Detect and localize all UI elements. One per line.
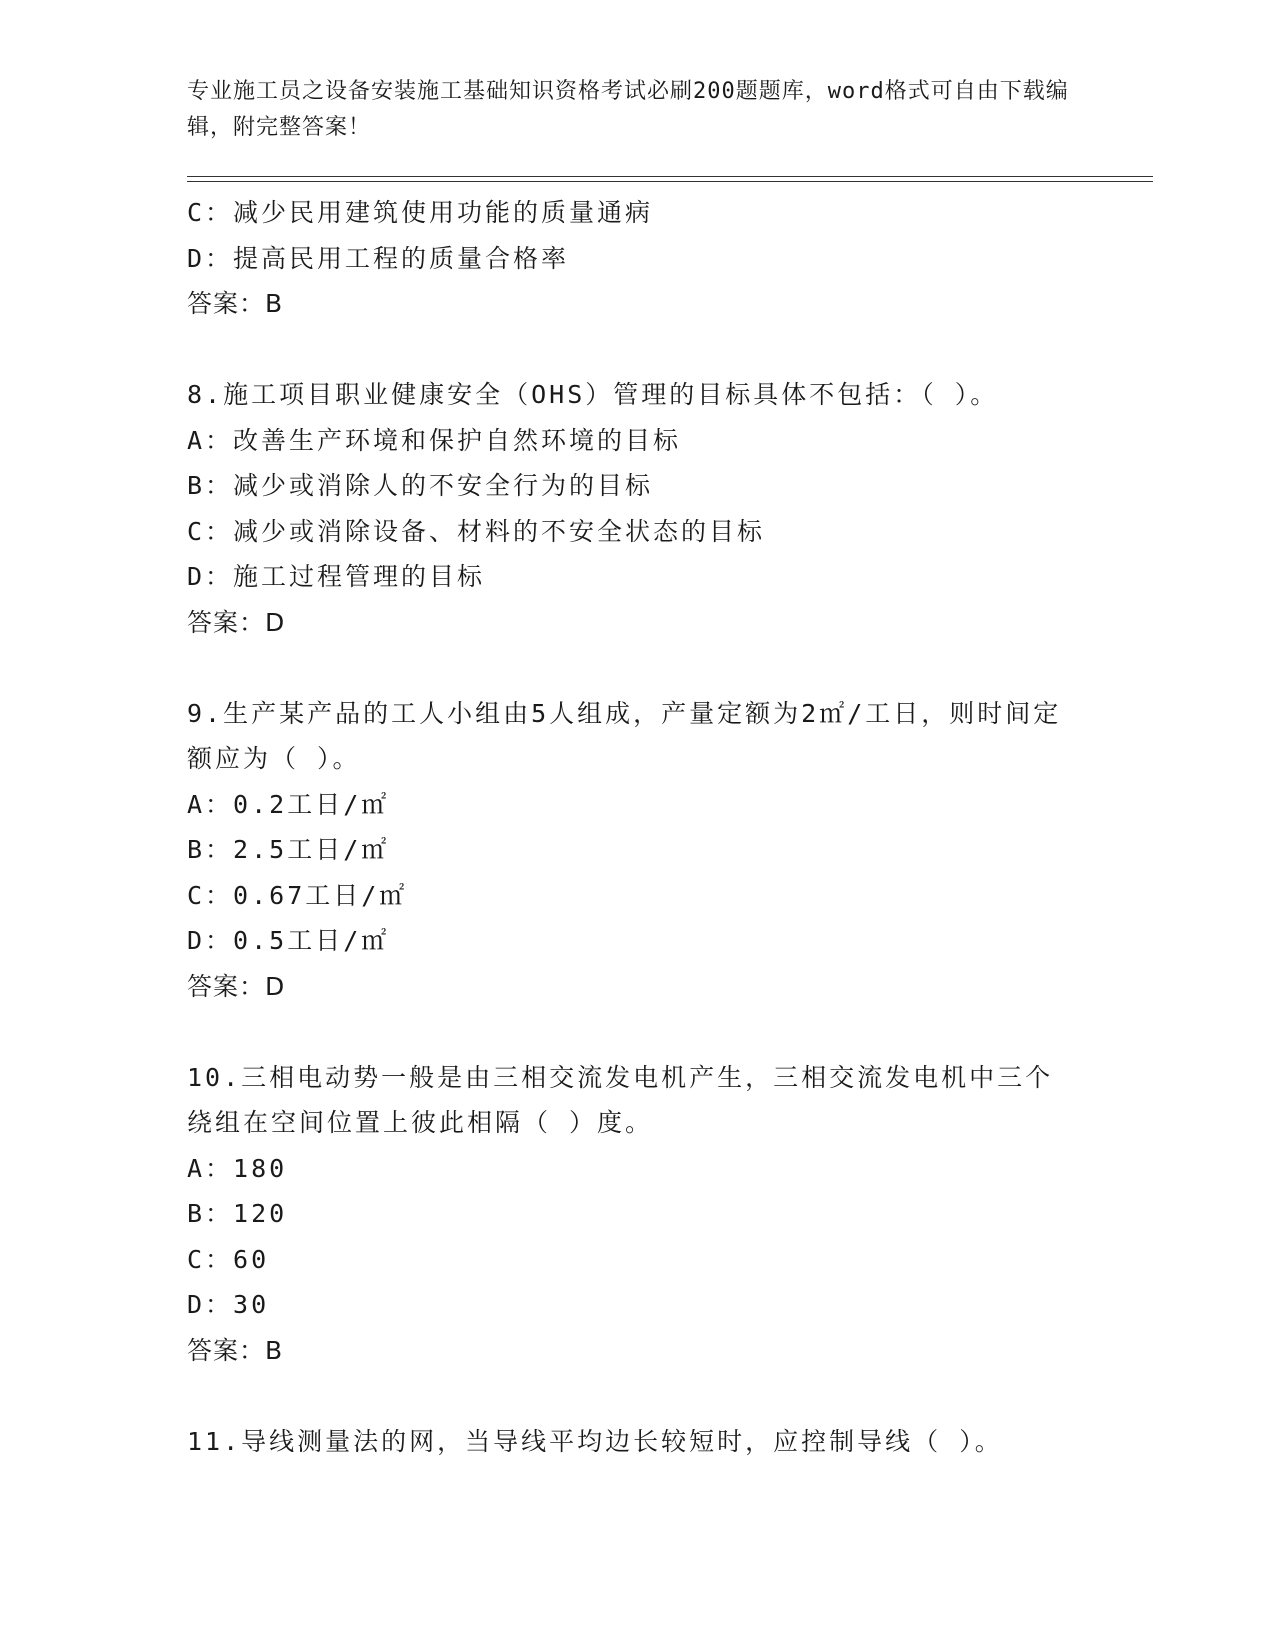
answer: 答案：B: [187, 1335, 284, 1365]
option-d: D：0.5工日/㎡: [187, 926, 390, 955]
answer: 答案：B: [187, 289, 284, 318]
question-9: [187, 691, 1087, 1010]
question-text: 11.导线测量法的网，当导线平均边长较短时，应控制导线（ ）。: [187, 1426, 1003, 1456]
option-b: B：120: [187, 1199, 288, 1228]
spacer: [187, 327, 1087, 373]
option-a: A：改善生产环境和保护自然环境的目标: [187, 425, 682, 455]
question-list: [187, 190, 1087, 1464]
header-divider-top: [187, 176, 1153, 177]
spacer: [187, 1009, 1087, 1055]
document-header: 专业施工员之设备安装施工基础知识资格考试必刷200题题库，word格式可自由下载编辑，附完整答案！: [187, 79, 1069, 140]
question-7: [187, 190, 1087, 327]
option-c: C：0.67工日/㎡: [187, 880, 408, 910]
question-text: 9.生产某产品的工人小组由5人组成，产量定额为2㎡/工日，则时间定额应为（ ）。: [187, 698, 1062, 773]
option-d: D：施工过程管理的目标: [187, 562, 486, 591]
answer: 答案：D: [187, 971, 286, 1001]
option-d: D：提高民用工程的质量合格率: [187, 243, 570, 273]
question-8: [187, 372, 1087, 645]
question-11: [187, 1419, 1087, 1465]
spacer: [187, 1373, 1087, 1419]
option-a: A：0.2工日/㎡: [187, 789, 390, 819]
header-divider-bottom: [187, 181, 1153, 182]
answer: 答案：D: [187, 607, 286, 637]
option-c: C：减少民用建筑使用功能的质量通病: [187, 198, 654, 227]
option-c: C：60: [187, 1244, 270, 1274]
option-c: C：减少或消除设备、材料的不安全状态的目标: [187, 516, 766, 546]
option-a: A：180: [187, 1153, 288, 1183]
option-d: D：30: [187, 1290, 270, 1319]
question-text: 10.三相电动势一般是由三相交流发电机产生，三相交流发电机中三个绕组在空间位置上彼此相隔（ ）度。: [187, 1062, 1054, 1137]
question-10: [187, 1055, 1087, 1374]
option-b: B：2.5工日/㎡: [187, 835, 390, 864]
option-b: B：减少或消除人的不安全行为的目标: [187, 471, 654, 500]
spacer: [187, 645, 1087, 691]
question-text: 8.施工项目职业健康安全（OHS）管理的目标具体不包括：（ ）。: [187, 380, 999, 409]
